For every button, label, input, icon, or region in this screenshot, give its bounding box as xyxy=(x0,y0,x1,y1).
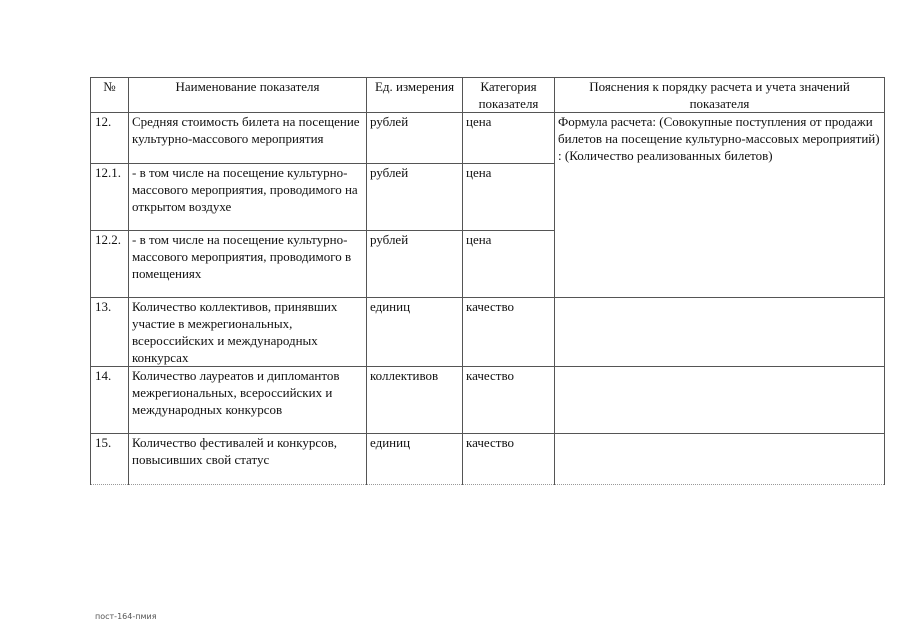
row-category: качество xyxy=(463,367,555,434)
row-name: - в том числе на посещение культурно-массового мероприятия, проводимого на открытом воздухе xyxy=(129,164,367,231)
row-name: - в том числе на посещение культурно-массового мероприятия, проводимого в помещениях xyxy=(129,231,367,298)
row-explanation xyxy=(555,367,885,434)
row-num: 14. xyxy=(91,367,129,434)
row-name: Количество фестивалей и конкурсов, повысивших свой статус xyxy=(129,434,367,485)
row-unit: рублей xyxy=(367,164,463,231)
table-header-row xyxy=(91,78,885,113)
row-unit: коллективов xyxy=(367,367,463,434)
row-num: 12. xyxy=(91,113,129,164)
row-name: Количество коллективов, принявших участие в межрегиональных, всероссийских и международных конкурсах xyxy=(129,298,367,367)
row-num: 13. xyxy=(91,298,129,367)
row-name: Количество лауреатов и дипломантов межрегиональных, всероссийских и международных конкурсов xyxy=(129,367,367,434)
table-row xyxy=(91,434,885,485)
row-category: цена xyxy=(463,164,555,231)
row-unit: рублей xyxy=(367,113,463,164)
header-unit: Ед. измерения xyxy=(367,78,463,113)
header-num: № xyxy=(91,78,129,113)
row-name: Средняя стоимость билета на посещение культурно-массового мероприятия xyxy=(129,113,367,164)
row-category: качество xyxy=(463,298,555,367)
header-category: Категория показателя xyxy=(463,78,555,113)
row-category: цена xyxy=(463,231,555,298)
row-num: 12.2. xyxy=(91,231,129,298)
header-explanation: Пояснения к порядку расчета и учета значений показателя xyxy=(555,78,885,113)
row-category: цена xyxy=(463,113,555,164)
indicators-table xyxy=(90,77,885,485)
table-row xyxy=(91,113,885,164)
row-num: 15. xyxy=(91,434,129,485)
row-category: качество xyxy=(463,434,555,485)
row-explanation: Формула расчета: (Совокупные поступления от продажи билетов на посещение культурно-массовых мероприятий) : (Количество реализованных билетов) xyxy=(555,113,885,298)
row-explanation xyxy=(555,434,885,485)
row-unit: единиц xyxy=(367,434,463,485)
table-row xyxy=(91,367,885,434)
row-unit: рублей xyxy=(367,231,463,298)
row-unit: единиц xyxy=(367,298,463,367)
row-num: 12.1. xyxy=(91,164,129,231)
table-row xyxy=(91,298,885,367)
row-explanation xyxy=(555,298,885,367)
footer-file-note: пост-164-пмия xyxy=(95,612,157,621)
header-name: Наименование показателя xyxy=(129,78,367,113)
